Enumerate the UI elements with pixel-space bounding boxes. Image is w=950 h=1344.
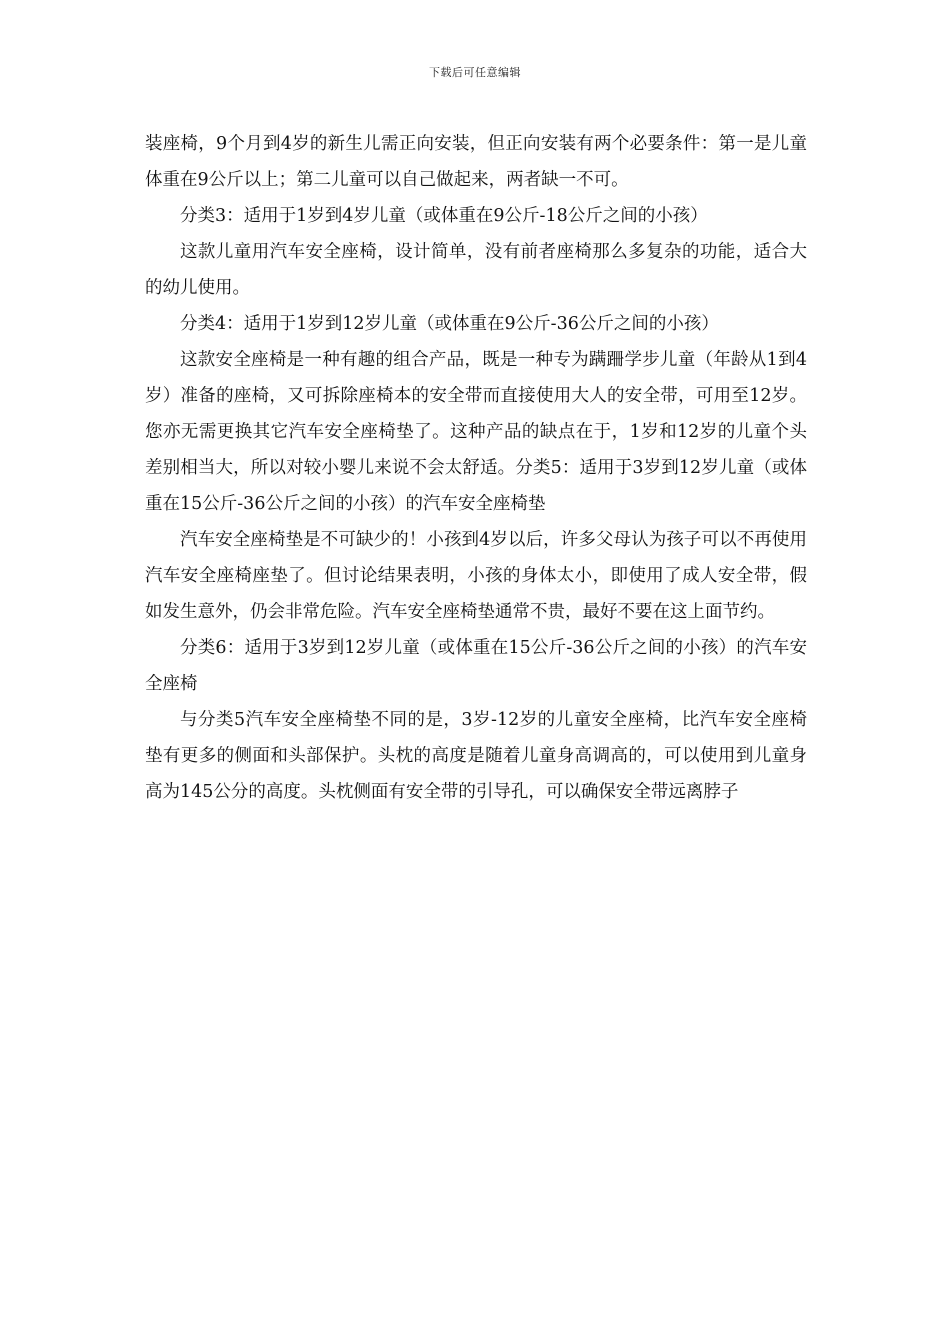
paragraph-category-5-description: 汽车安全座椅垫是不可缺少的！小孩到4岁以后，许多父母认为孩子可以不再使用汽车安全座椅座垫了。但讨论结果表明，小孩的身体太小，即使用了成人安全带，假如发生意外，仍会非常危险。汽车安全座椅垫通常不贵，最好不要在这上面节约。: [145, 530, 807, 622]
paragraph-category-4-heading: 分类4：适用于1岁到12岁儿童（或体重在9公斤-36公斤之间的小孩）: [180, 314, 719, 334]
paragraph-category-6-description: 与分类5汽车安全座椅垫不同的是，3岁-12岁的儿童安全座椅，比汽车安全座椅垫有更多的侧面和头部保护。头枕的高度是随着儿童身高调高的，可以使用到儿童身高为145公分的高度。头枕侧面有安全带的引导孔，可以确保安全带远离脖子: [145, 710, 807, 802]
paragraph-category-6-heading: 分类6：适用于3岁到12岁儿童（或体重在15公斤-36公斤之间的小孩）的汽车安全座椅: [145, 638, 807, 694]
paragraph-category-3-heading: 分类3：适用于1岁到4岁儿童（或体重在9公斤-18公斤之间的小孩）: [180, 206, 708, 226]
page-header: 下载后可任意编辑: [429, 66, 521, 79]
document-body: [145, 126, 807, 810]
paragraph-continuation: 装座椅，9个月到4岁的新生儿需正向安装，但正向安装有两个必要条件：第一是儿童体重在9公斤以上；第二儿童可以自己做起来，两者缺一不可。: [145, 134, 807, 190]
paragraph-category-4-description: 这款安全座椅是一种有趣的组合产品，既是一种专为蹒跚学步儿童（年龄从1到4岁）准备的座椅，又可拆除座椅本的安全带而直接使用大人的安全带，可用至12岁。您亦无需更换其它汽车安全座椅垫了。这种产品的缺点在于，1岁和12岁的儿童个头差别相当大，所以对较小婴儿来说不会太舒适。分类5：适用于3岁到12岁儿童（或体重在15公斤-36公斤之间的小孩）的汽车安全座椅垫: [145, 350, 807, 514]
paragraph-category-3-description: 这款儿童用汽车安全座椅，设计简单，没有前者座椅那么多复杂的功能，适合大的幼儿使用。: [145, 242, 807, 298]
